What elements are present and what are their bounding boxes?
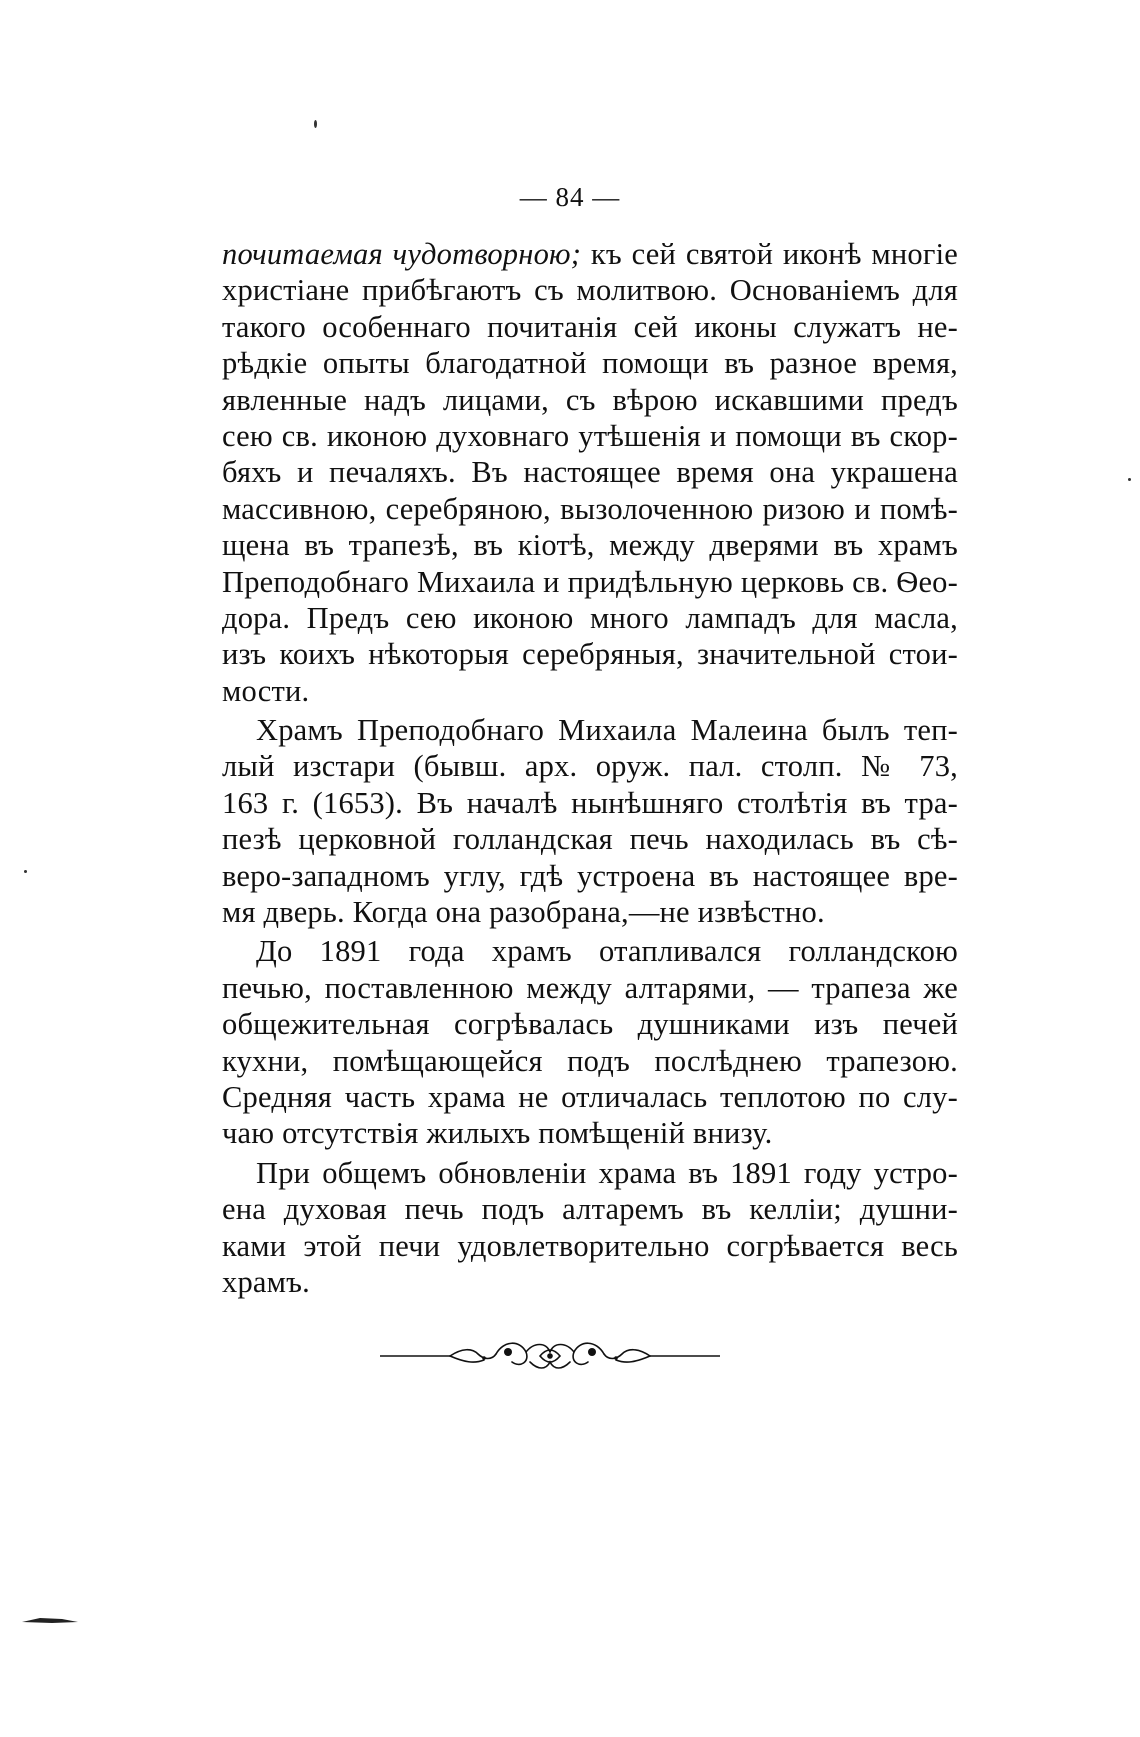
text-line: Преподобнаго Михаила и придѣльную церковь св. Ѳео- [222,564,958,599]
text-line: массивною, серебряною, вызолоченною ризою и помѣ- [222,491,958,526]
text-line: 163 г. (1653). Въ началѣ нынѣшняго столѣтія въ тра- [222,785,958,820]
text-line [222,236,958,272]
text-line: бяхъ и печаляхъ. Въ настоящее время она украшена [222,455,958,490]
text-line: мя дверь. Когда она разобрана,—не извѣстно. [222,895,825,930]
text-line: чаю отсутствія жилыхъ помѣщеній внизу. [222,1116,773,1151]
floral-tailpiece-icon [380,1330,720,1380]
text-line: мости. [222,673,310,708]
text-line: До 1891 года храмъ отапливался голландскою [256,934,958,969]
paragraph [222,1155,958,1301]
text-line: кухни, помѣщающейся подъ послѣднею трапезою. [222,1043,958,1078]
text-line: изъ коихъ нѣкоторыя серебряныя, значительной стои- [222,637,958,672]
text-line: ена духовая печь подъ алтаремъ въ келліи; душни- [222,1192,958,1227]
text-line: храмъ. [222,1264,310,1299]
text-line: пезѣ церковной голландская печь находилась въ сѣ- [222,822,958,857]
line-text: къ сей святой иконѣ многіе [581,237,958,271]
text-line: рѣдкіе опыты благодатной помощи въ разное время, [222,346,958,381]
paragraph [222,712,958,930]
text-line: Храмъ Преподобнаго Михаила Малеина былъ теп- [256,713,958,748]
text-line: общежительная согрѣвалась душниками изъ печей [222,1007,958,1042]
paragraph [222,236,958,709]
text-line: сею св. иконою духовнаго утѣшенія и помощи въ скор- [222,418,958,453]
text-line: печью, поставленною между алтарями, — трапеза же [222,970,958,1005]
text-line: такого особеннаго почитанія сей иконы служатъ не- [222,309,958,344]
text-line: дора. Предъ сею иконою много лампадъ для масла, [222,600,958,635]
text-line: щена въ трапезѣ, въ кіотѣ, между дверями въ храмъ [222,528,958,563]
text-line: веро-западномъ углу, гдѣ устроена въ настоящее вре- [222,858,958,893]
text-line: ками этой печи удовлетворительно согрѣвается весь [222,1228,958,1263]
text-line: Средняя часть храма не отличалась теплотою по слу- [222,1079,958,1114]
text-line: При общемъ обновленіи храма въ 1891 году устро- [256,1155,958,1190]
scan-edge-mark [22,1616,78,1624]
page-number: — 84 — [519,182,621,212]
scan-speck [24,870,27,873]
scan-speck [314,120,317,128]
scan-speck [1128,478,1131,481]
text-line: лый изстари (бывш. арх. оруж. пал. столп. № 73, [222,749,958,784]
italic-phrase: почитаемая чудотворною; [222,237,582,271]
body-text [222,236,958,1300]
paragraph [222,933,958,1151]
text-line: явленные надъ лицами, съ вѣрою искавшими предъ [222,382,958,417]
text-line: христіане прибѣгаютъ съ молитвою. Основаніемъ для [222,273,958,308]
